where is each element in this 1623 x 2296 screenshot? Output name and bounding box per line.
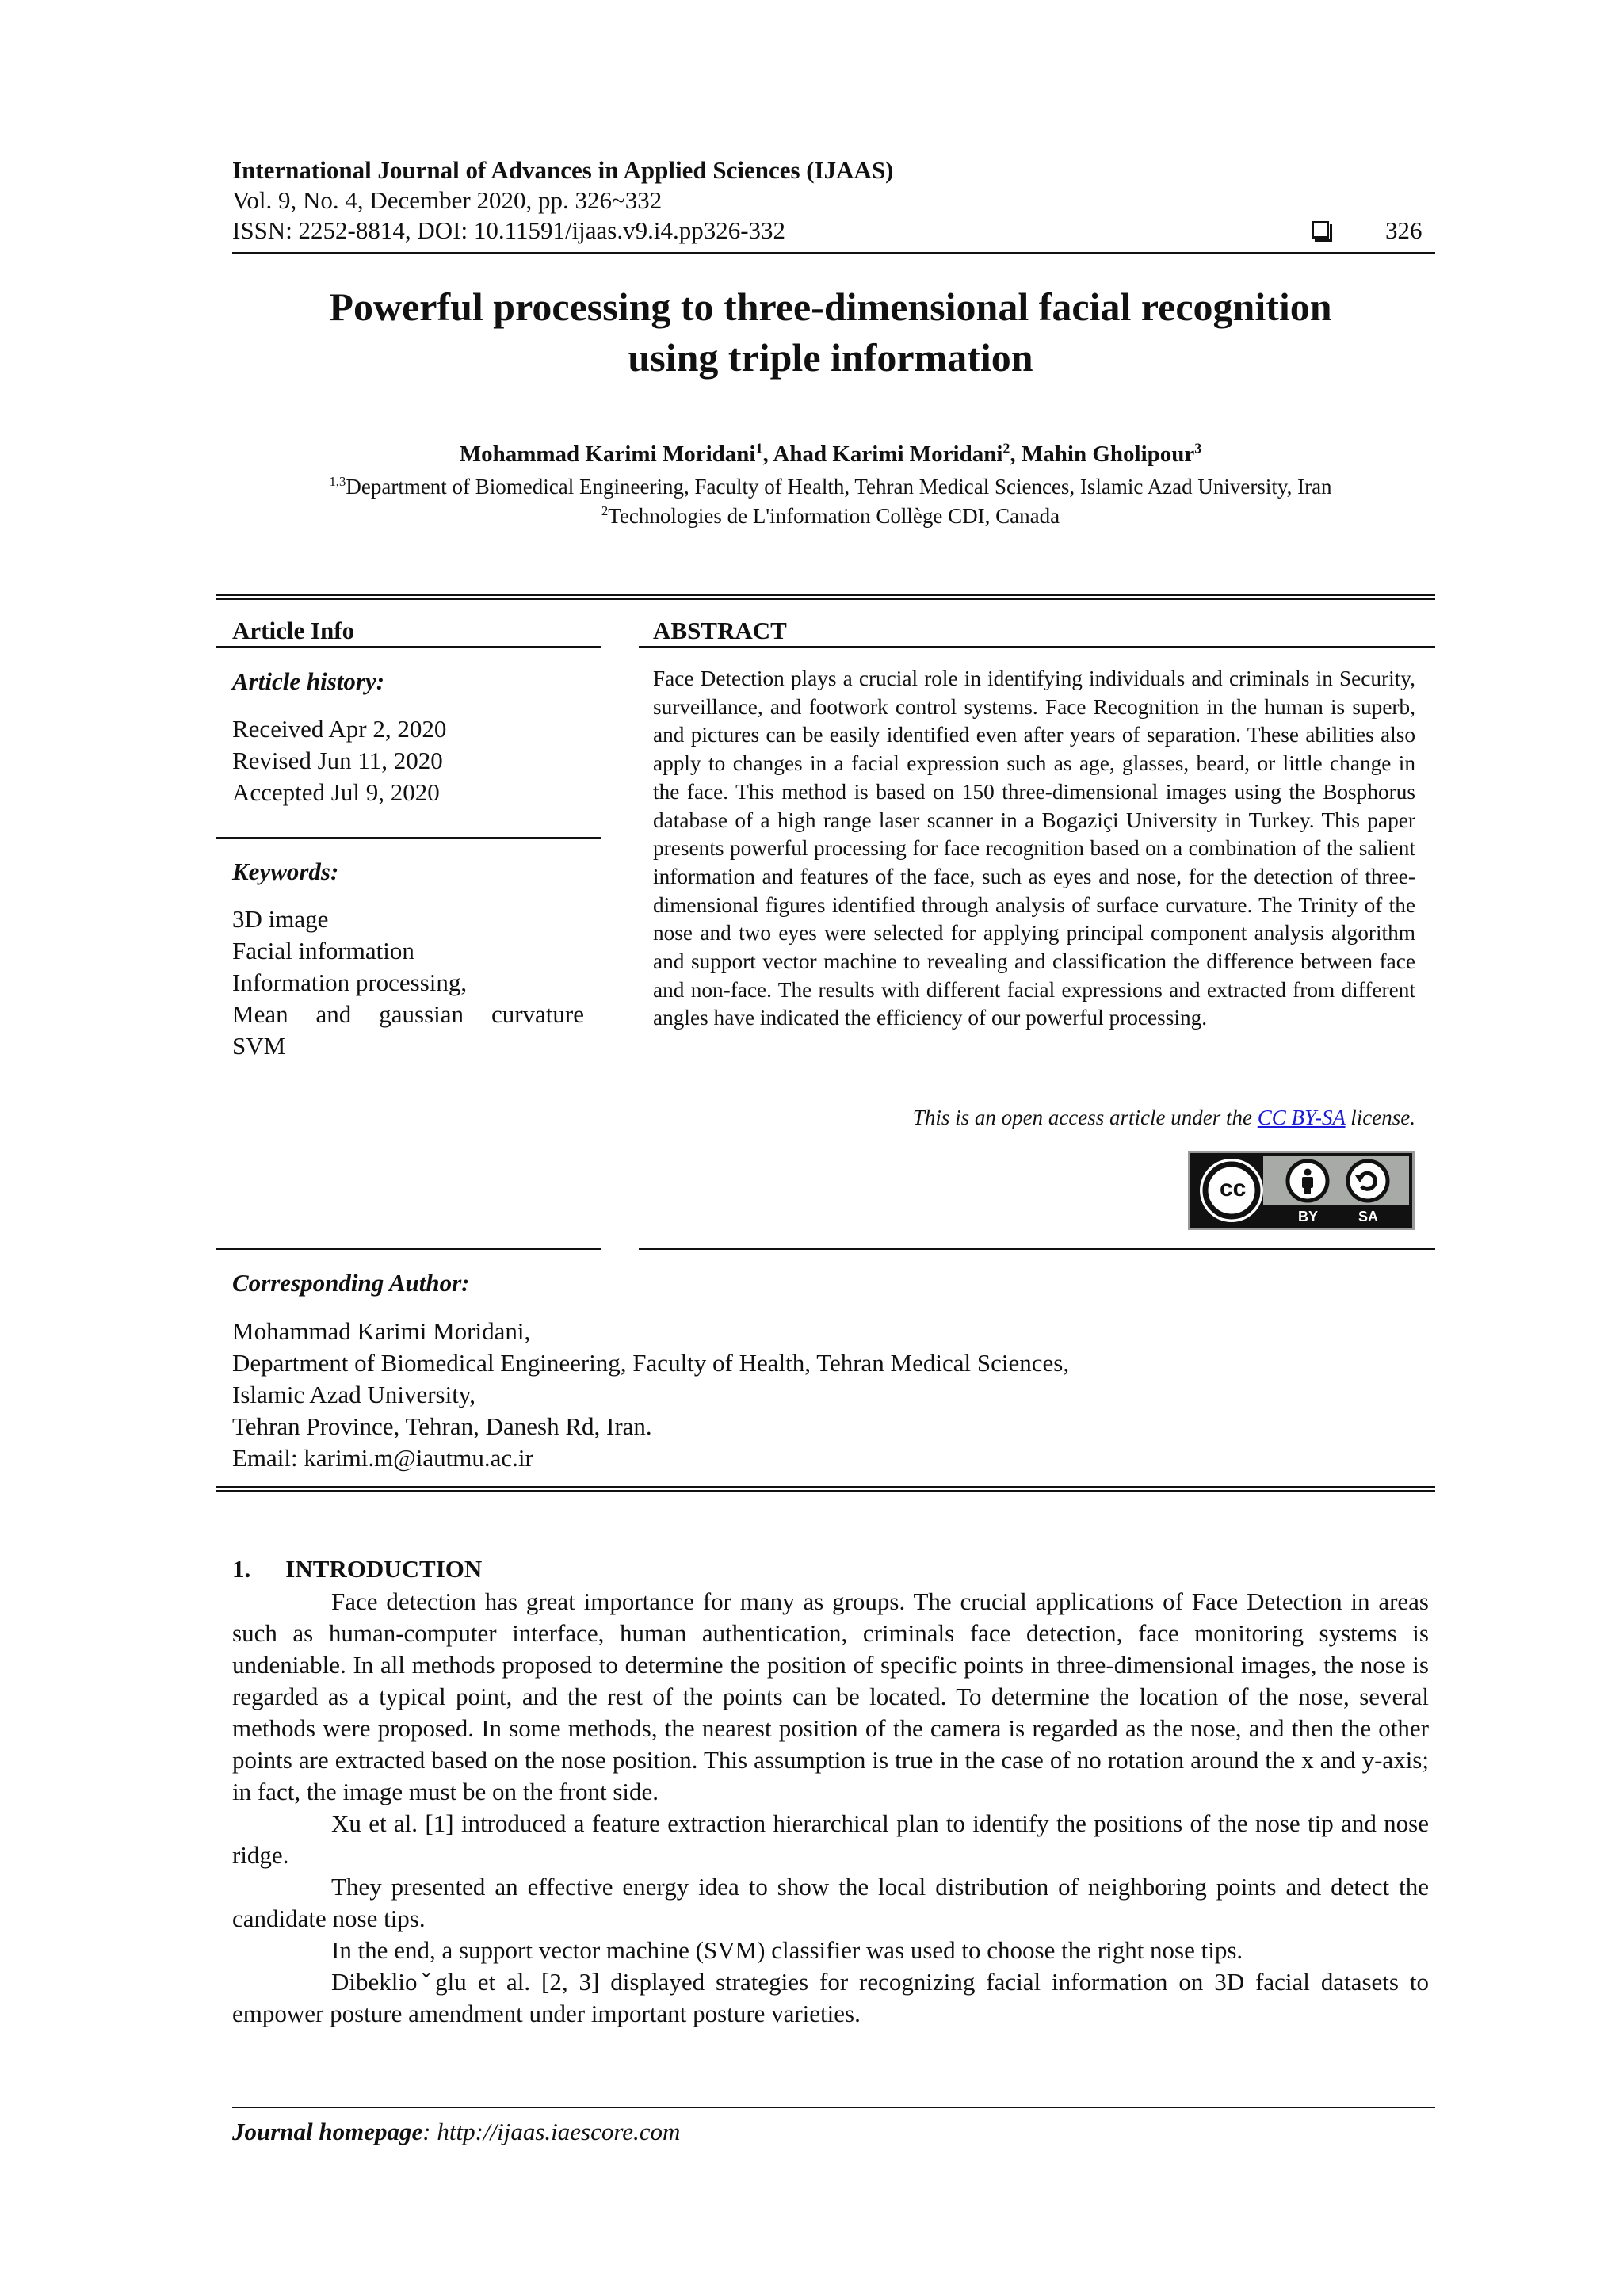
infobox-top-rule bbox=[216, 594, 1435, 596]
infobox-bottom-rule-2 bbox=[216, 1490, 1435, 1492]
corresponding-email: Email: karimi.m@iautmu.ac.ir bbox=[232, 1444, 533, 1472]
keywords-label: Keywords: bbox=[232, 858, 339, 885]
corresponding-name: Mohammad Karimi Moridani, bbox=[232, 1317, 531, 1345]
article-info-bottom-rule bbox=[216, 1248, 601, 1250]
page-number: 326 bbox=[1385, 216, 1423, 244]
cc-badge-by: BY bbox=[1298, 1209, 1319, 1224]
keyword-item: Facial information bbox=[232, 937, 414, 965]
article-history-label: Article history: bbox=[232, 667, 385, 695]
received-date: Received Apr 2, 2020 bbox=[232, 715, 447, 743]
paragraph: In the end, a support vector machine (SVM) classifier was used to choose the right nose tips. bbox=[331, 1936, 1243, 1964]
abstract-bottom-rule bbox=[639, 1248, 1435, 1250]
affiliation-2: $^2$Technologies de L'information Collège CDI, Canada bbox=[601, 503, 1060, 528]
author-1: Mohammad Karimi Moridani bbox=[459, 441, 756, 467]
journal-name: International Journal of Advances in Applied Sciences (IJAAS) bbox=[232, 156, 894, 184]
corresponding-dept: Department of Biomedical Engineering, Faculty of Health, Tehran Medical Sciences, bbox=[232, 1349, 1070, 1377]
cc-by-sa-badge[interactable] bbox=[1188, 1151, 1415, 1230]
paragraph: They presented an effective energy idea to show the local distribution of neighboring points and detect the candidate nose tips. bbox=[232, 1873, 1429, 1932]
journal-homepage bbox=[232, 2118, 680, 2146]
footer-url[interactable]: : http://ijaas.iaescore.com bbox=[422, 2118, 681, 2145]
paragraph: Face detection has great importance for many as groups. The crucial applications of Face Detection in areas such as human-computer interface, human authentication, criminals face detection, face monitoring systems is undeniable. In all methods proposed to determine the position of specific points in three-dimensional images, the nose is regarded as a typical point, and the rest of the points can be located. To determine the location of the nose, several methods were proposed. In some methods, the nearest position of the camera is regarded as the nose, and then the other points are extracted based on the nose position. This assumption is true in the case of no rotation around the x and y-axis; in fact, the image must be on the front side. bbox=[232, 1587, 1429, 1805]
footer-rule bbox=[232, 2107, 1435, 2108]
abstract-rule bbox=[639, 646, 1435, 648]
section-heading bbox=[232, 1555, 482, 1584]
abstract-body: Face Detection plays a crucial role in identifying individuals and criminals in Security, surveillance, and footwork control systems. Face Recognition in the human is superb, and pictures can be easily identified even after years of separation. These abilities also apply to changes in a facial expression such as age, glasses, beard, or little change in the face. This method is based on 150 three-dimensional images using the Bosphorus database of a high range laser scanner in a Bogaziçi University in Turkey. This paper presents powerful processing for face recognition based on a combination of the salient information and features of the face, such as eyes and nose, for the detection of three-dimensional figures identified through analysis of surface curvature. The Trinity of the nose and two eyes were selected for applying principal component analysis algorithm and support vector machine to revealing and classification the difference between face and non-face. The results with different facial expressions and extracted from different angles have indicated the efficiency of our powerful processing. bbox=[653, 667, 1415, 1030]
author-3: Mahin Gholipour bbox=[1021, 441, 1195, 467]
section-number: 1. bbox=[232, 1555, 251, 1583]
accepted-date: Accepted Jul 9, 2020 bbox=[232, 778, 440, 806]
keyword-item: Mean and gaussian curvature bbox=[232, 1000, 584, 1028]
cc-by-sa-link[interactable]: CC BY-SA bbox=[1257, 1106, 1346, 1129]
author-1-sup: 1 bbox=[755, 440, 763, 457]
abstract-heading: ABSTRACT bbox=[653, 617, 787, 644]
box-marker-icon bbox=[1312, 221, 1329, 239]
author-list: Mohammad Karimi Moridani$^1$, Ahad Karimi Moridani$^2$, Mahin Gholipour$^3$ bbox=[459, 440, 1202, 467]
affiliation-1: $^{1,3}$Department of Biomedical Engineering, Faculty of Health, Tehran Medical Sciences, Islamic Azad University, Iran bbox=[329, 474, 1332, 499]
keyword-item: 3D image bbox=[232, 905, 329, 933]
paper-title bbox=[232, 281, 1429, 383]
cc-badge-sa: SA bbox=[1358, 1209, 1379, 1224]
title-line-2: using triple information bbox=[628, 335, 1033, 380]
paragraph: Xu et al. [1] introduced a feature extraction hierarchical plan to identify the positions of the nose tip and nose ridge. bbox=[232, 1809, 1429, 1869]
corresponding-address: Tehran Province, Tehran, Danesh Rd, Iran. bbox=[232, 1412, 652, 1440]
corresponding-details bbox=[232, 1316, 1069, 1474]
corresponding-univ: Islamic Azad University, bbox=[232, 1381, 476, 1408]
author-3-sup: 3 bbox=[1194, 440, 1202, 457]
issn-doi: ISSN: 2252-8814, DOI: 10.11591/ijaas.v9.i4.pp326-332 bbox=[232, 216, 786, 244]
footer-label: Journal homepage bbox=[232, 2118, 423, 2145]
keyword-item: SVM bbox=[232, 1032, 286, 1060]
revised-date: Revised Jun 11, 2020 bbox=[232, 747, 443, 774]
article-info-heading: Article Info bbox=[232, 617, 355, 644]
paragraph: Dibeklioˇglu et al. [2, 3] displayed strategies for recognizing facial information on 3D facial datasets to empower posture amendment under important posture varieties. bbox=[232, 1968, 1429, 2027]
title-line-1: Powerful processing to three-dimensional facial recognition bbox=[329, 285, 1332, 329]
introduction-body bbox=[232, 1586, 1429, 2030]
infobox-bottom-rule bbox=[216, 1486, 1435, 1488]
keyword-item: Information processing, bbox=[232, 968, 468, 996]
history-divider bbox=[216, 837, 601, 839]
author-2: Ahad Karimi Moridani bbox=[773, 441, 1003, 467]
cc-badge-cc: cc bbox=[1220, 1175, 1247, 1201]
infobox-top-rule-2 bbox=[216, 598, 1435, 600]
header-rule bbox=[232, 252, 1435, 254]
section-title: INTRODUCTION bbox=[285, 1555, 483, 1583]
author-2-sup: 2 bbox=[1002, 440, 1010, 457]
corresponding-label: Corresponding Author: bbox=[232, 1269, 470, 1297]
article-info-rule bbox=[216, 646, 601, 648]
license-note: This is an open access article under the CC BY-SA license. bbox=[912, 1106, 1415, 1129]
volume-info: Vol. 9, No. 4, December 2020, pp. 326~332 bbox=[232, 186, 663, 214]
